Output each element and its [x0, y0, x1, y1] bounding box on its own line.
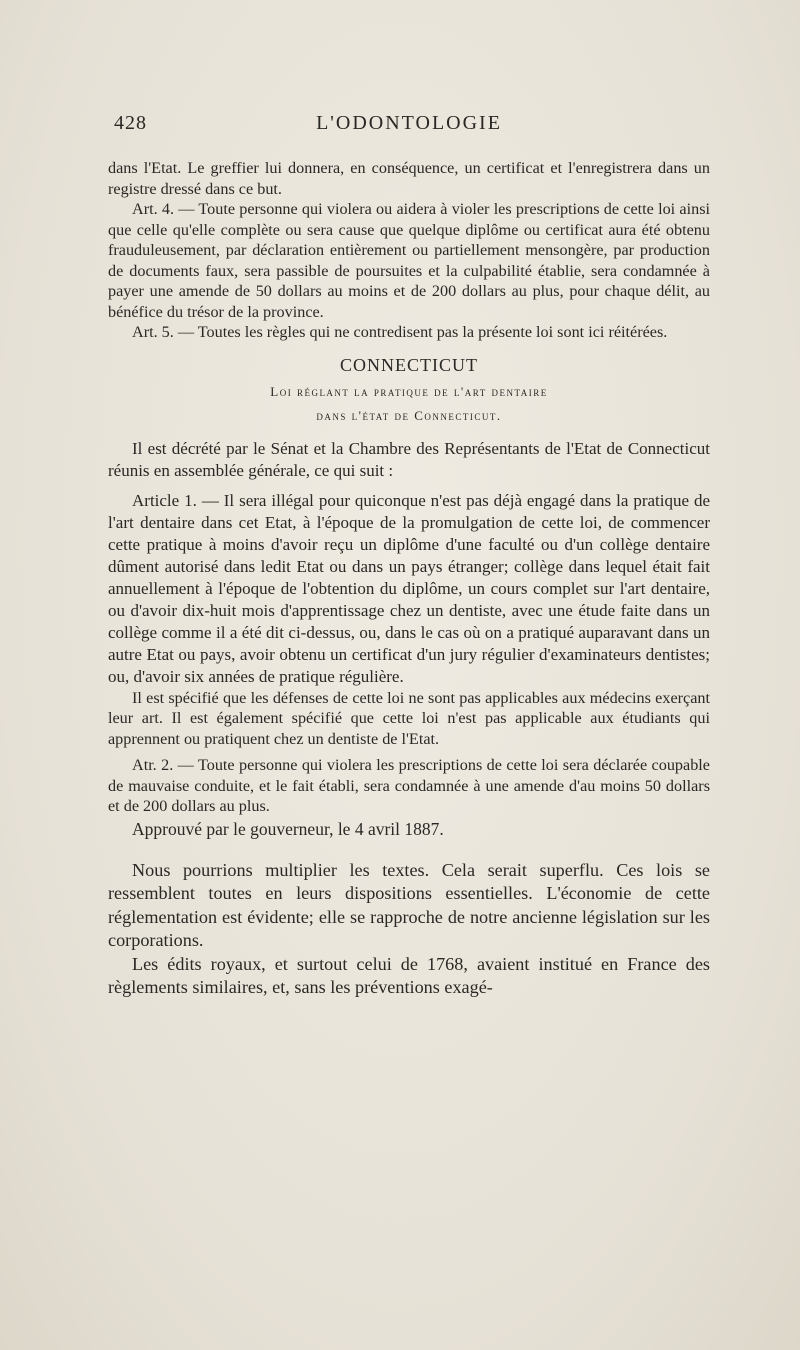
paragraph: Article 1. — Il sera illégal pour quiconque n'est pas déjà engagé dans la pratique de l'art dentaire dans cet Etat, à l'époque de la promulgation de cette loi, de commencer cette pratique à moins d'avoir reçu un diplôme d'une faculté ou d'un collège dentaire dûment autorisé dans ledit Etat ou dans un pays étranger; collège dans lequel était fait annuellement à l'époque de l'obtention du diplôme, un cours complet sur l'art dentaire, ou d'avoir dix-huit mois d'apprentissage chez un dentiste, avec une étude faite dans un collège comme il a été dit ci-dessus, ou, dans le cas où on a pratiqué auparavant dans un autre Etat ou pays, avoir obtenu un certificat d'un jury régulier d'examinateurs dentistes; ou, d'avoir six années de pratique régulière. [108, 490, 710, 686]
subtitle-line: Loi réglant la pratique de l'art dentaire [270, 383, 548, 399]
page-body [108, 158, 710, 1000]
section-subtitle [108, 380, 710, 428]
paragraph: dans l'Etat. Le greffier lui donnera, en conséquence, un certificat et l'enregistrera dans un registre dressé dans ce but. [108, 159, 710, 198]
paragraph: Art. 5. — Toutes les règles qui ne contredisent pas la présente loi sont ici réitérées. [132, 323, 668, 341]
commentary-text [108, 859, 710, 1000]
paragraph: Il est décrété par le Sénat et la Chambre des Représentants de l'Etat de Connecticut réunis en assemblée générale, ce qui suit : [108, 438, 710, 480]
paragraph: Nous pourrions multiplier les textes. Cela serait superflu. Ces lois se ressemblent toutes en leurs dispositions essentielles. L'économie de cette réglementation est évidente; elle se rapproche de notre ancienne législation sur les corporations. [108, 859, 710, 950]
running-title: L'ODONTOLOGIE [316, 112, 502, 134]
page-header [114, 112, 704, 148]
paragraph: Il est spécifié que les défenses de cette loi ne sont pas applicables aux médecins exerçant leur art. Il est également spécifié que cette loi n'est pas applicable aux étudiants qui apprennent ou pratiquent chez un dentiste de l'Etat. [108, 688, 710, 748]
continued-law-text [108, 158, 710, 343]
approval-line: Approuvé par le gouverneur, le 4 avril 1887. [132, 818, 444, 839]
connecticut-law-text [108, 438, 710, 841]
subtitle-line: dans l'état de Connecticut. [316, 407, 502, 423]
paragraph: Les édits royaux, et surtout celui de 1768, avaient institué en France des règlements similaires, et, sans les préventions exagé- [108, 953, 710, 997]
paragraph: Atr. 2. — Toute personne qui violera les prescriptions de cette loi sera déclarée coupable de mauvaise conduite, et le fait établi, sera condamnée à une amende d'au moins 50 dollars et de 200 dollars au plus. [108, 756, 710, 815]
page-number: 428 [114, 112, 147, 134]
paragraph: Art. 4. — Toute personne qui violera ou aidera à violer les prescriptions de cette loi ainsi que celle qu'elle complète ou sera cause que quelque diplôme ou certificat aura été obtenu frauduleusement, par déclaration entièrement ou partiellement mensongère, par production de documents faux, sera passible de poursuites et la culpabilité établie, sera condamnée à payer une amende de 50 dollars au moins et de 200 dollars au plus, pour chaque délit, au bénéfice du trésor de la province. [108, 200, 710, 321]
section-title: CONNECTICUT [340, 354, 478, 375]
